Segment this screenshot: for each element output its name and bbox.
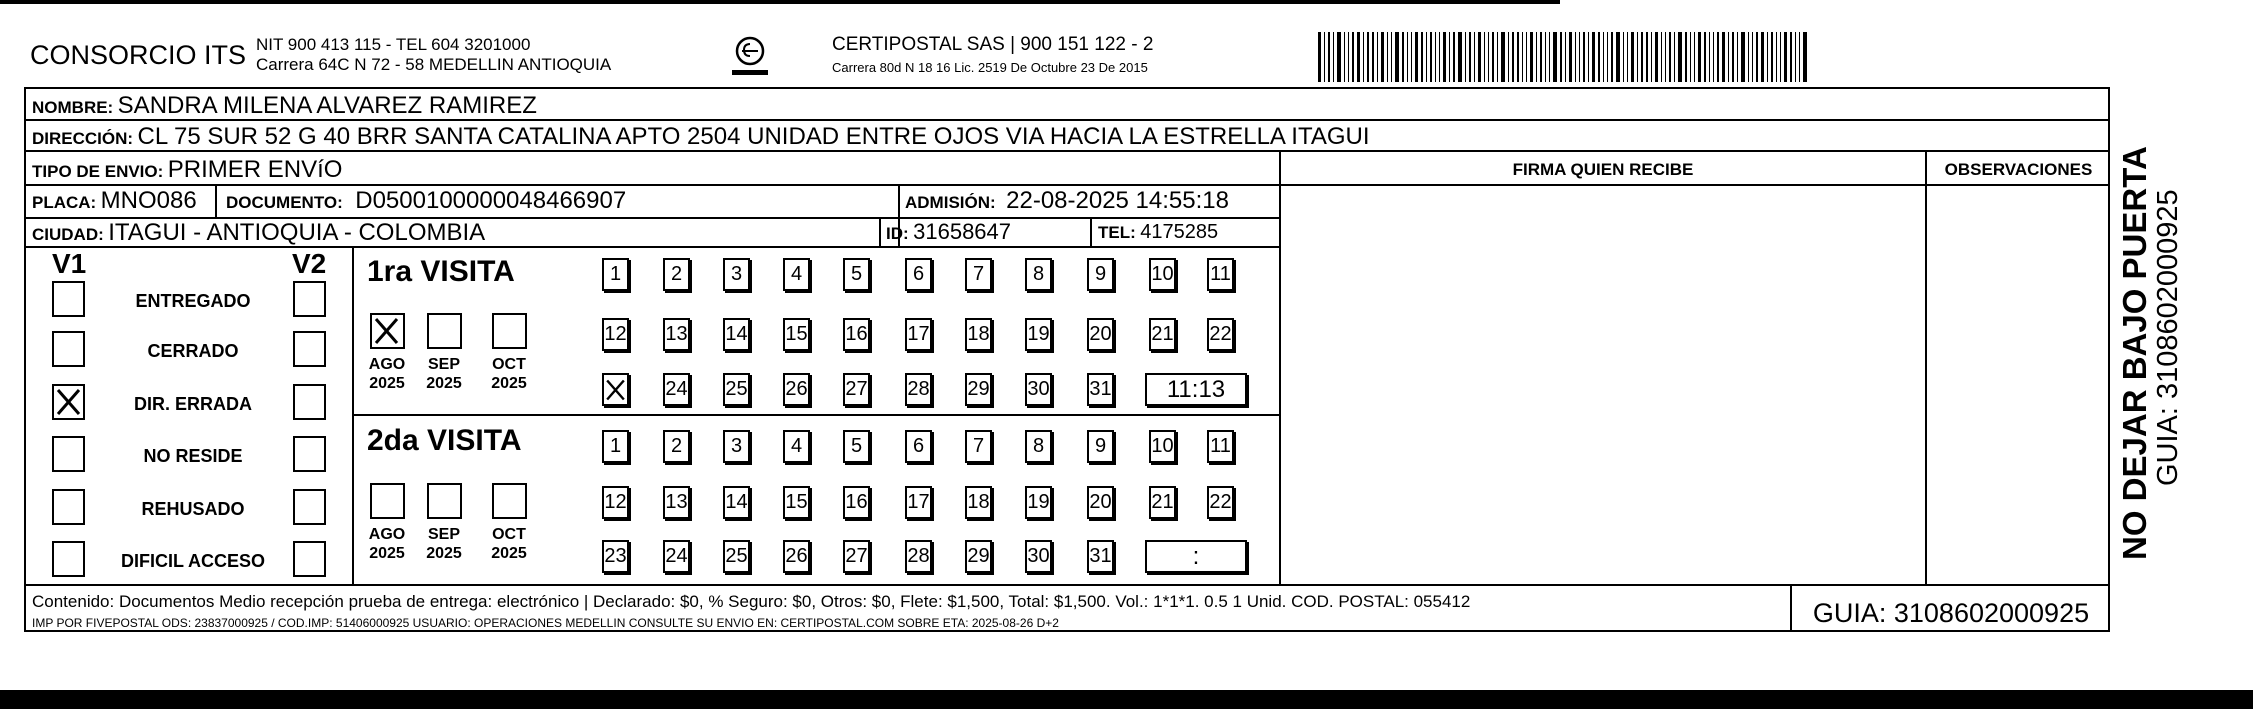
day-box[interactable]: 20 — [1087, 486, 1114, 519]
day-box[interactable]: 31 — [1087, 540, 1114, 573]
company-line1: NIT 900 413 115 - TEL 604 3201000 — [256, 35, 531, 54]
row-divider — [352, 414, 1280, 416]
day-box[interactable]: 22 — [1207, 318, 1234, 351]
placa-row — [32, 187, 197, 215]
status-label: DIR. ERRADA — [133, 394, 252, 414]
month-label: AGO 2025 — [368, 526, 406, 562]
x-mark-icon — [604, 374, 627, 406]
day-box[interactable]: 4 — [783, 258, 810, 291]
col-divider — [1279, 150, 1281, 584]
x-mark-icon — [372, 315, 401, 347]
day-box[interactable]: 19 — [1025, 318, 1052, 351]
company-name: CONSORCIO ITS — [30, 40, 247, 70]
month-checkbox[interactable] — [492, 483, 527, 519]
day-box[interactable]: 5 — [843, 430, 870, 463]
row-divider — [24, 584, 2110, 586]
status-label: CERRADO — [147, 341, 239, 361]
side-guia: GUIA: 3108602000925 — [2152, 189, 2184, 486]
admision-row — [905, 187, 1229, 215]
day-box[interactable]: 5 — [843, 258, 870, 291]
day-box[interactable]: 19 — [1025, 486, 1052, 519]
day-box[interactable]: 28 — [905, 540, 932, 573]
second-visit-title: 2da VISITA — [367, 424, 522, 457]
day-box[interactable]: 17 — [905, 486, 932, 519]
day-box[interactable]: 17 — [905, 318, 932, 351]
day-box[interactable]: 11 — [1207, 430, 1234, 463]
day-box[interactable]: 8 — [1025, 430, 1052, 463]
id-value: 31658647 — [913, 219, 1012, 244]
v2-checkbox[interactable] — [293, 436, 326, 472]
v1-checkbox[interactable] — [52, 331, 85, 367]
day-box[interactable]: 18 — [965, 486, 992, 519]
month-checkbox[interactable] — [427, 483, 462, 519]
status-label: NO RESIDE — [143, 446, 243, 466]
month-checkbox[interactable] — [492, 313, 527, 349]
admision-label: ADMISIÓN: — [905, 193, 996, 212]
tipo-row — [32, 156, 342, 184]
day-box[interactable]: 3 — [723, 430, 750, 463]
time-box[interactable]: 11:13 — [1145, 373, 1247, 406]
col-divider — [879, 217, 881, 246]
month-label: AGO 2025 — [368, 356, 406, 392]
col-divider — [215, 184, 217, 217]
v2-checkbox[interactable] — [293, 384, 326, 420]
col-divider — [1925, 150, 1927, 584]
tel-row — [1098, 221, 1218, 244]
day-box[interactable]: 20 — [1087, 318, 1114, 351]
month-label: OCT 2025 — [491, 356, 527, 392]
v1-checkbox[interactable] — [52, 489, 85, 525]
v2-checkbox[interactable] — [293, 281, 326, 317]
day-box[interactable]: 24 — [663, 373, 690, 406]
tipo-label: TIPO DE ENVIO: — [32, 162, 164, 181]
barcode — [1318, 32, 1908, 82]
day-box[interactable]: 16 — [843, 486, 870, 519]
footer-guia: GUIA: 3108602000925 — [1812, 598, 2090, 628]
day-box[interactable]: 1 — [602, 258, 629, 291]
documento-row — [226, 187, 626, 215]
day-box[interactable]: 9 — [1087, 430, 1114, 463]
tel-value: 4175285 — [1140, 221, 1219, 243]
certipostal-logo — [728, 34, 772, 80]
day-box[interactable]: 15 — [783, 318, 810, 351]
ciudad-value: ITAGUI - ANTIOQUIA - COLOMBIA — [108, 219, 486, 246]
day-box[interactable]: 9 — [1087, 258, 1114, 291]
status-label: REHUSADO — [141, 499, 245, 519]
month-label: SEP 2025 — [426, 526, 462, 562]
documento-value: D0500100000048466907 — [355, 187, 627, 214]
row-divider — [24, 184, 2110, 186]
firma-header: FIRMA QUIEN RECIBE — [1512, 160, 1694, 179]
day-box[interactable]: 18 — [965, 318, 992, 351]
day-box[interactable]: 3 — [723, 258, 750, 291]
bottom-rule — [0, 690, 2253, 709]
month-label: OCT 2025 — [491, 526, 527, 562]
day-box[interactable]: 30 — [1025, 540, 1052, 573]
day-box[interactable]: 14 — [723, 318, 750, 351]
time-box[interactable]: : — [1145, 540, 1247, 573]
id-row — [886, 219, 1011, 245]
day-box[interactable]: 7 — [965, 430, 992, 463]
day-box[interactable]: 10 — [1149, 258, 1176, 291]
status-label: ENTREGADO — [135, 291, 251, 311]
first-visit-title: 1ra VISITA — [367, 255, 515, 288]
day-box[interactable]: 30 — [1025, 373, 1052, 406]
day-box[interactable]: 21 — [1149, 486, 1176, 519]
v2-header: V2 — [292, 248, 327, 279]
direccion-value: CL 75 SUR 52 G 40 BRR SANTA CATALINA APTO 2504 UNIDAD ENTRE OJOS VIA HACIA LA ESTRELLA ITAGUI — [137, 123, 1370, 150]
documento-label: DOCUMENTO: — [226, 193, 343, 212]
placa-value: MNO086 — [100, 187, 197, 214]
id-label: ID: — [886, 224, 909, 243]
month-checkbox[interactable] — [427, 313, 462, 349]
day-box[interactable]: 10 — [1149, 430, 1176, 463]
day-box[interactable]: 23 — [602, 540, 629, 573]
ciudad-row — [32, 219, 485, 247]
day-box[interactable]: 24 — [663, 540, 690, 573]
no-dejar-bajo-puerta: NO DEJAR BAJO PUERTA — [2116, 146, 2153, 560]
footer-line1: Contenido: Documentos Medio recepción prueba de entrega: electrónico | Declarado: $0, % Seguro: $0, Otros: $0, Flete: $1,500, Total: $1,500. Vol.: 1*1*1. 0.5 1 Unid. COD. POSTAL: 055412 — [32, 592, 1471, 611]
company-line2: Carrera 64C N 72 - 58 MEDELLIN ANTIOQUIA — [256, 55, 612, 74]
day-box[interactable]: 14 — [723, 486, 750, 519]
direccion-label: DIRECCIÓN: — [32, 129, 134, 148]
day-box[interactable]: 7 — [965, 258, 992, 291]
nombre-row — [32, 92, 537, 120]
day-box[interactable]: 12 — [602, 318, 629, 351]
day-box[interactable]: 2 — [663, 430, 690, 463]
day-box[interactable]: 6 — [905, 430, 932, 463]
footer-line2: IMP POR FIVEPOSTAL ODS: 23837000925 / COD.IMP: 51406000925 USUARIO: OPERACIONES MEDELLIN CONSULTE SU ENVIO EN: CERTIPOSTAL.COM SOBRE ETA: 2025-08-26 D+2 — [32, 616, 1059, 630]
status-label: DIFICIL ACCESO — [120, 551, 265, 571]
v1-checkbox[interactable] — [52, 541, 85, 577]
v1-checkbox[interactable] — [52, 281, 85, 317]
tipo-value: PRIMER ENVíO — [167, 156, 343, 183]
day-box[interactable]: 21 — [1149, 318, 1176, 351]
ciudad-label: CIUDAD: — [32, 225, 104, 244]
month-checkbox[interactable] — [370, 483, 405, 519]
month-checkbox[interactable] — [370, 313, 405, 349]
placa-label: PLACA: — [32, 193, 97, 212]
day-box[interactable]: 4 — [783, 430, 810, 463]
day-box[interactable]: 26 — [783, 540, 810, 573]
day-box[interactable]: 2 — [663, 258, 690, 291]
day-box[interactable]: 6 — [905, 258, 932, 291]
month-label: SEP 2025 — [426, 356, 462, 392]
day-box[interactable]: 31 — [1087, 373, 1114, 406]
day-box[interactable]: 26 — [783, 373, 810, 406]
col-divider — [1090, 217, 1092, 246]
carrier-line2: Carrera 80d N 18 16 Lic. 2519 De Octubre 23 De 2015 — [832, 60, 1148, 75]
col-divider — [352, 246, 354, 584]
day-box[interactable]: 12 — [602, 486, 629, 519]
observaciones-header: OBSERVACIONES — [1944, 160, 2093, 179]
x-mark-icon — [54, 386, 83, 418]
day-box[interactable]: 27 — [843, 373, 870, 406]
day-box[interactable]: 8 — [1025, 258, 1052, 291]
v1-checkbox[interactable] — [52, 436, 85, 472]
carrier-line1: CERTIPOSTAL SAS | 900 151 122 - 2 — [832, 34, 1154, 55]
top-rule — [0, 0, 1560, 4]
day-box[interactable]: 22 — [1207, 486, 1234, 519]
day-box[interactable]: 13 — [663, 486, 690, 519]
day-box[interactable]: 1 — [602, 430, 629, 463]
direccion-row — [32, 123, 1370, 151]
day-box[interactable]: 29 — [965, 373, 992, 406]
v1-checkbox[interactable] — [52, 384, 85, 420]
nombre-value: SANDRA MILENA ALVAREZ RAMIREZ — [117, 92, 537, 119]
admision-value: 22-08-2025 14:55:18 — [1006, 187, 1229, 214]
day-box[interactable] — [602, 373, 629, 406]
day-box[interactable]: 15 — [783, 486, 810, 519]
day-box[interactable]: 28 — [905, 373, 932, 406]
tel-label: TEL: — [1098, 223, 1136, 242]
day-box[interactable]: 27 — [843, 540, 870, 573]
day-box[interactable]: 25 — [723, 373, 750, 406]
day-box[interactable]: 16 — [843, 318, 870, 351]
day-box[interactable]: 29 — [965, 540, 992, 573]
v2-checkbox[interactable] — [293, 489, 326, 525]
day-box[interactable]: 11 — [1207, 258, 1234, 291]
nombre-label: NOMBRE: — [32, 98, 114, 117]
v2-checkbox[interactable] — [293, 331, 326, 367]
day-box[interactable]: 13 — [663, 318, 690, 351]
v2-checkbox[interactable] — [293, 541, 326, 577]
day-box[interactable]: 25 — [723, 540, 750, 573]
v1-header: V1 — [52, 248, 87, 279]
